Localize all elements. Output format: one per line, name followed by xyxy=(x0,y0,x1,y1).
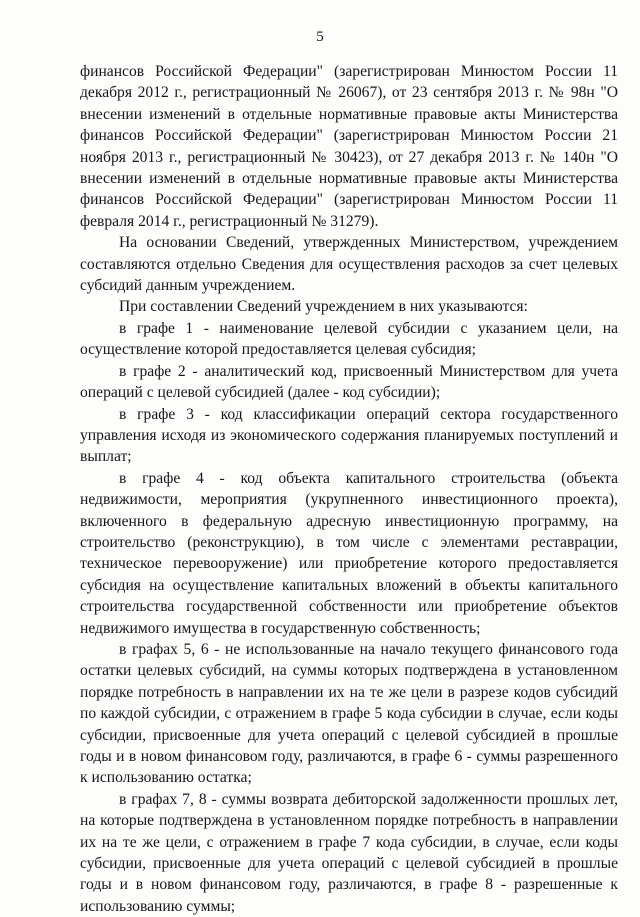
page-number: 5 xyxy=(316,29,324,45)
paragraph-7: в графе 4 - код объекта капитального строительства (объекта недвижимости, мероприятия (укрупненного инвестиционного проекта), включенного в федеральную адресную инвестиционную программу, на строительство (реконструкцию), в том числе с элементами реставрации, техническое перевооружение) или приобретение которого предоставляется субсидия на осуществление капитальных вложений в объекты капитального строительства государственной собственности или приобретение объектов недвижимого имущества в государственную собственность; xyxy=(80,469,618,637)
paragraph-5: в графе 2 - аналитический код, присвоенный Министерством для учета операций с целевой субсидией (далее - код субсидии); xyxy=(80,362,618,402)
paragraph-9: в графах 7, 8 - суммы возврата дебиторской задолженности прошлых лет, на которые подтверждена в установленном порядке потребность в направлении их на те же цели, с отражением в графе 7 кода субсидии, в случае, если коды субсидии, присвоенные для учета операций с целевой субсидией в прошлые годы и в новом финансовом году, различаются, в графе 8 - разрешенные к использованию суммы; xyxy=(80,790,618,915)
paragraph-4: в графе 1 - наименование целевой субсидии с указанием цели, на осуществление которой предоставляется целевая субсидия; xyxy=(80,319,618,359)
paragraph-6: в графе 3 - код классификации операций сектора государственного управления исходя из экономического содержания планируемых поступлений и выплат; xyxy=(80,405,618,466)
document-body xyxy=(80,61,618,917)
paragraph-8: в графах 5, 6 - не использованные на начало текущего финансового года остатки целевых субсидий, на суммы которых подтверждена в установленном порядке потребность в направлении их на те же цели в разрезе кодов субсидий по каждой субсидии, с отражением в графе 5 кода субсидии в случае, если коды субсидии, присвоенные для учета операций с целевой субсидией в прошлые годы и в новом финансовом году, различаются, в графе 6 - суммы разрешенного к использованию остатка; xyxy=(80,640,618,787)
paragraph-3: При составлении Сведений учреждением в них указываются: xyxy=(119,298,528,316)
paragraph-1: финансов Российской Федерации" (зарегистрирован Минюстом России 11 декабря 2012 г., регистрационный № 26067), от 23 сентября 2013 г. № 98н "О внесении изменений в отдельные нормативные правовые акты Министерства финансов Российской Федерации" (зарегистрирован Минюстом России 21 ноября 2013 г., регистрационный № 30423), от 27 декабря 2013 г. № 140н "О внесении изменений в отдельные нормативные правовые акты Министерства финансов Российской Федерации" (зарегистрирован Минюстом России 11 февраля 2014 г., регистрационный № 31279). xyxy=(80,63,618,230)
paragraph-2: На основании Сведений, утвержденных Министерством, учреждением составляются отдельно Сведения для осуществления расходов за счет целевых субсидий данным учреждением. xyxy=(80,234,618,295)
